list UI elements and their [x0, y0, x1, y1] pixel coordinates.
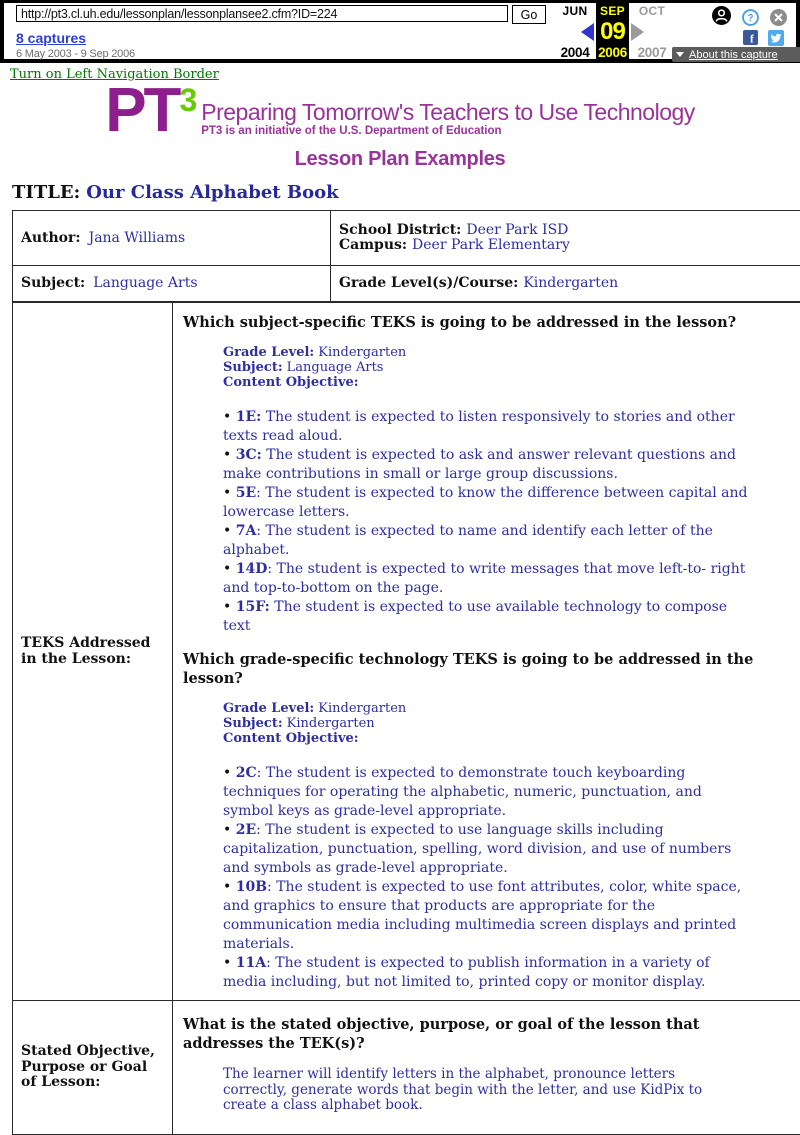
svg-text:f: f: [750, 34, 754, 45]
pt3-initiative-line: PT3 is an initiative of the U.S. Department of Education: [201, 125, 695, 137]
grade-label: Grade Level(s)/Course:: [339, 275, 518, 291]
account-icon[interactable]: [712, 6, 731, 30]
lesson-body-table: [12, 302, 800, 1135]
district-campus-cell: [331, 211, 800, 266]
list-item: • 15F: The student is expected to use available technology to compose text: [223, 598, 753, 636]
svg-text:?: ?: [748, 13, 754, 24]
subject-value: Language Arts: [93, 275, 197, 291]
pt3-logo-text: [201, 85, 695, 137]
lesson-title-line: [12, 182, 800, 203]
campus-label: Campus:: [339, 237, 407, 253]
current-year-label: 2006: [596, 45, 629, 59]
list-item: • 2E: The student is expected to use language skills including capitalization, punctuation, spelling, word division, and use of numbers and symbols as grade-level appropriate.: [223, 821, 753, 878]
list-item: • 5E: The student is expected to know the difference between capital and lowercase letters.: [223, 484, 753, 522]
teks-meta-2: Grade Level: Kindergarten Subject: Kindergarten Content Objective:: [223, 701, 800, 746]
objective-text: The learner will identify letters in the alphabet, pronounce letters correctly, generate words that begin with the letter, and use KidPix to create a class alphabet book.: [223, 1067, 738, 1114]
url-input[interactable]: [16, 5, 508, 22]
objective-question: What is the stated objective, purpose, or goal of the lesson that addresses the TEK(s)?: [183, 1015, 763, 1053]
teks-list-1: [223, 408, 753, 636]
district-value: Deer Park ISD: [466, 222, 568, 238]
author-value: Jana Williams: [89, 230, 186, 246]
pt3-logo: [105, 85, 695, 146]
about-this-capture-label: About this capture: [689, 49, 778, 61]
district-label: School District:: [339, 222, 461, 238]
grade-value: Kindergarten: [523, 275, 618, 291]
capture-calendar: [554, 3, 675, 59]
capture-day-label: 09: [596, 19, 629, 45]
prev-capture-arrow-icon[interactable]: [581, 23, 594, 41]
list-item: • 10B: The student is expected to use font attributes, color, white space, and graphics to ensure that products are appropriate for the communication media including multimedia screen displays and printed materials.: [223, 878, 753, 954]
teks-meta-1: Grade Level: Kindergarten Subject: Language Arts Content Objective:: [223, 345, 800, 390]
title-label: TITLE:: [12, 182, 80, 203]
lesson-plan-examples-heading: Lesson Plan Examples: [0, 148, 800, 171]
table-row: [13, 303, 800, 1001]
go-button[interactable]: Go: [512, 5, 546, 24]
title-value: Our Class Alphabet Book: [86, 182, 338, 203]
next-month-link[interactable]: OCT: [629, 3, 675, 19]
pt3-header: [0, 85, 800, 171]
list-item: • 7A: The student is expected to name and identify each letter of the alphabet.: [223, 522, 753, 560]
table-row: [13, 266, 800, 302]
prev-capture-cell: [554, 19, 596, 45]
teks-content-cell: [173, 303, 800, 1001]
list-item: • 1E: The student is expected to listen responsively to stories and other texts read aloud.: [223, 408, 753, 446]
capture-date-range: 6 May 2003 - 9 Sep 2006: [16, 48, 135, 60]
current-month-label: SEP: [596, 3, 629, 19]
teks-question-2: Which grade-specific technology TEKS is going to be addressed in the lesson?: [183, 650, 763, 688]
author-label: Author:: [21, 230, 81, 246]
prev-year-link[interactable]: 2004: [554, 45, 596, 59]
table-row: [13, 1001, 800, 1135]
list-item: • 2C: The student is expected to demonstrate touch keyboarding techniques for operating the alphabetic, numeric, punctuation, and symbol keys as grade-level appropriate.: [223, 764, 753, 821]
author-cell: [13, 211, 331, 266]
pt3-logo-letters: $PT^3$: [105, 85, 197, 146]
teks-row-header: TEKS Addressed in the Lesson:: [13, 303, 173, 1001]
list-item: • 11A: The student is expected to publish information in a variety of media including, but not limited to, printed copy or monitor display.: [223, 954, 753, 992]
close-toolbar-icon[interactable]: [770, 9, 787, 31]
teks-list-2: [223, 764, 753, 992]
help-icon[interactable]: [742, 9, 759, 31]
list-item: • 3C: The student is expected to ask and answer relevant questions and make contributions in small or large group discussions.: [223, 446, 753, 484]
teks-question-1: Which subject-specific TEKS is going to be addressed in the lesson?: [183, 313, 763, 332]
pt3-logo-superscript: 3: [179, 82, 197, 118]
wayback-toolbar: [0, 0, 800, 63]
objective-row-header: Stated Objective, Purpose or Goal of Lesson:: [13, 1001, 173, 1135]
caret-down-icon: [676, 52, 684, 57]
list-item: • 14D: The student is expected to write messages that move left-to- right and top-to-bottom on the page.: [223, 560, 753, 598]
objective-content-cell: [173, 1001, 800, 1135]
about-this-capture[interactable]: [672, 47, 800, 62]
turn-on-left-navigation-link[interactable]: Turn on Left Navigation Border: [10, 67, 219, 82]
grade-cell: [331, 266, 800, 302]
prev-month-link[interactable]: JUN: [554, 3, 596, 19]
subject-cell: [13, 266, 331, 302]
campus-value: Deer Park Elementary: [412, 237, 570, 253]
next-year-link[interactable]: 2007: [629, 45, 675, 59]
subject-label: Subject:: [21, 275, 85, 291]
lesson-info-table: [12, 210, 800, 302]
next-capture-arrow-icon[interactable]: [631, 23, 644, 41]
table-row: [13, 211, 800, 266]
captures-link[interactable]: 8 captures: [16, 30, 86, 46]
pt3-tagline: Preparing Tomorrow's Teachers to Use Technology: [201, 100, 695, 124]
next-capture-cell: [629, 19, 675, 45]
